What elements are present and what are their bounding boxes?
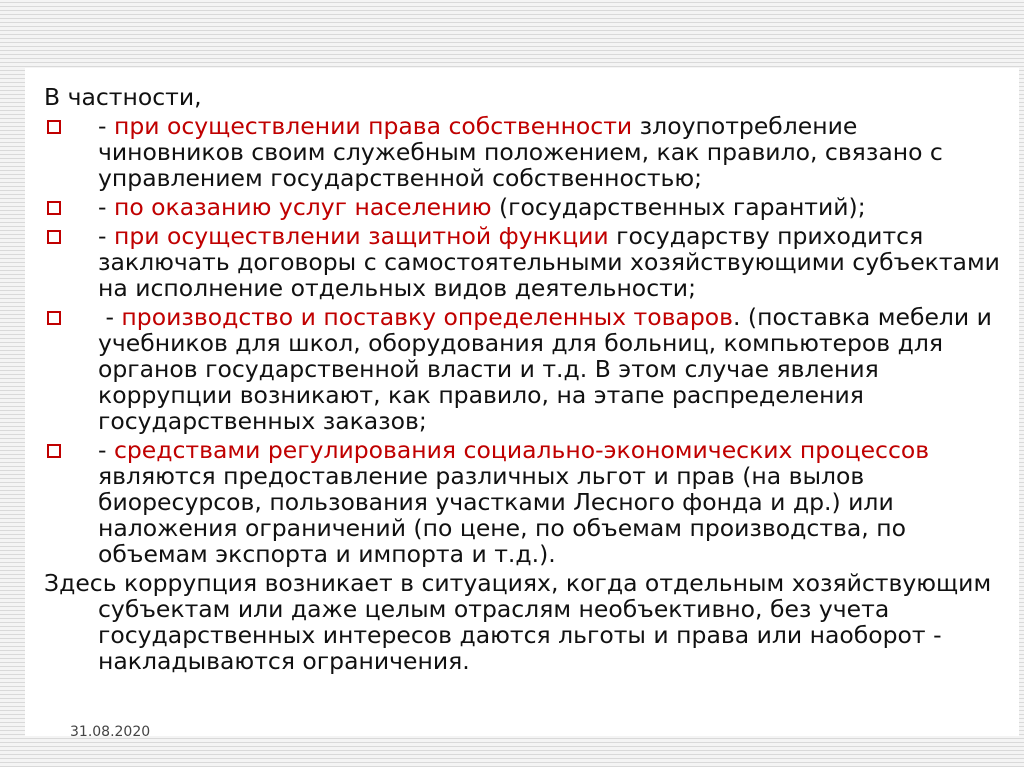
item-dash: - xyxy=(98,193,114,221)
item-text: (государственных гарантий); xyxy=(491,193,866,221)
item-highlight: при осуществлении права собственности xyxy=(113,112,633,140)
list-item xyxy=(44,194,1004,220)
item-text: злоупотребление чиновников своим служебным положением, как правило, связано с управлением государственной собственностью; xyxy=(98,112,943,192)
item-dash: - xyxy=(98,436,114,464)
item-highlight: производство и поставку определенных товаров xyxy=(121,303,733,331)
item-dash: - xyxy=(98,303,122,331)
intro-text: В частности, xyxy=(44,83,202,111)
list-item xyxy=(44,437,1004,567)
conclusion-text: Здесь коррупция возникает в ситуациях, когда отдельным хозяйствующим субъектам или даже целым отраслям необъективно, без учета государственных интересов даются льготы и права или наоборот - накладываются ограничения. xyxy=(44,569,992,675)
list-item xyxy=(44,304,1004,434)
square-bullet-icon xyxy=(47,120,61,134)
list-item xyxy=(44,113,1004,191)
square-bullet-icon xyxy=(47,444,61,458)
square-bullet-icon xyxy=(47,230,61,244)
item-text: . (поставка мебели и учебников для школ, оборудования для больниц, компьютеров для органов государственной власти и т.д. В этом случае явления коррупции возникают, как правило, на этапе распределения государственных заказов; xyxy=(98,303,992,435)
item-dash: - xyxy=(98,222,114,250)
footer-date: 31.08.2020 xyxy=(70,724,151,740)
item-text: государству приходится заключать договоры с самостоятельными хозяйствующими субъектами на исполнение отдельных видов деятельности; xyxy=(98,222,1000,302)
list-item xyxy=(44,223,1004,301)
item-highlight: средствами регулирования социально-экономических процессов xyxy=(113,436,930,464)
item-highlight: по оказанию услуг населению xyxy=(113,193,492,221)
square-bullet-icon xyxy=(47,201,61,215)
item-text: являются предоставление различных льгот и прав (на вылов биоресурсов, пользования участками Лесного фонда и др.) или наложения ограничений (по цене, по объемам производства, по объемам экспорта и импорта и т.д.). xyxy=(98,462,906,568)
slide-content xyxy=(44,84,1004,674)
item-dash: - xyxy=(98,112,114,140)
square-bullet-icon xyxy=(47,311,61,325)
item-highlight: при осуществлении защитной функции xyxy=(113,222,609,250)
